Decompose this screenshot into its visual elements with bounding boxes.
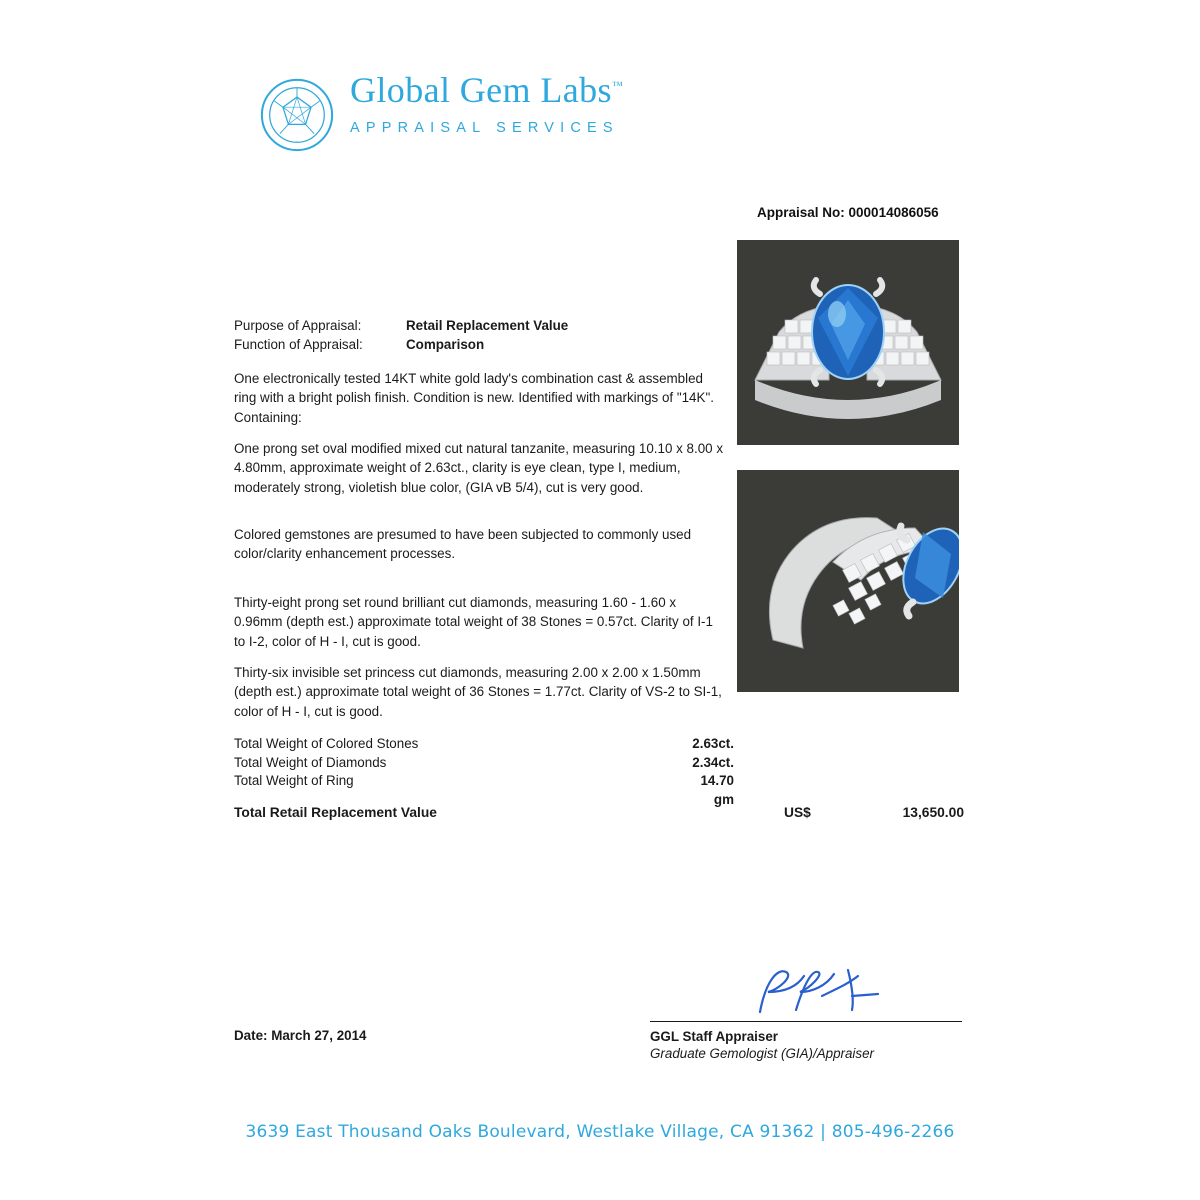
total-ring-weight-label: Total Weight of Ring bbox=[234, 773, 354, 788]
grand-total-currency: US$ bbox=[784, 805, 811, 820]
purpose-value: Retail Replacement Value bbox=[406, 318, 569, 333]
appraisal-number-value: 000014086056 bbox=[848, 205, 939, 220]
description-paragraph-1: One electronically tested 14KT white gold lady's combination cast & assembled ring with a bright polish finish. Condition is new. Identified with markings of "14K". Containing: bbox=[234, 371, 714, 425]
handwritten-signature bbox=[752, 962, 882, 1022]
description-paragraph-5: Thirty-six invisible set princess cut diamonds, measuring 2.00 x 2.00 x 1.50mm (depth est.) approximate total weight of 36 Stones = 1.77ct. Clarity of VS-2 to SI-1, color of H - I, cut is good. bbox=[234, 665, 722, 719]
appraiser-credentials: Graduate Gemologist (GIA)/Appraiser bbox=[650, 1046, 875, 1061]
function-row bbox=[234, 335, 726, 354]
round-brilliant-diamond-icon bbox=[258, 76, 336, 154]
table-row bbox=[234, 772, 734, 809]
trademark-symbol: ™ bbox=[611, 80, 624, 92]
total-diamonds-label: Total Weight of Diamonds bbox=[234, 754, 387, 770]
function-value: Comparison bbox=[406, 337, 485, 353]
total-diamonds-value: 2.34ct. bbox=[692, 754, 734, 770]
purpose-row bbox=[234, 316, 726, 335]
appraisal-number bbox=[757, 205, 939, 220]
function-label: Function of Appraisal: bbox=[234, 337, 363, 353]
totals-table bbox=[234, 735, 734, 809]
ring-photo-bottom bbox=[737, 470, 959, 692]
brand-title-text: Global Gem Labs bbox=[350, 70, 612, 110]
total-ring-weight-value: 14.70 gm bbox=[700, 773, 734, 807]
appraisal-meta bbox=[234, 316, 726, 355]
footer-address: 3639 East Thousand Oaks Boulevard, Westlake Village, CA 91362 | 805-496-2266 bbox=[245, 1122, 955, 1142]
table-row bbox=[234, 754, 734, 773]
ring-photo-top bbox=[737, 240, 959, 445]
table-row bbox=[234, 735, 734, 754]
brand-subtitle: APPRAISAL SERVICES bbox=[350, 119, 619, 136]
grand-total-row bbox=[234, 805, 964, 820]
description-paragraph-2: One prong set oval modified mixed cut natural tanzanite, measuring 10.10 x 8.00 x 4.80mm, approximate weight of 2.63ct., clarity is eye clean, type I, medium, moderately strong, violetish blue color, (GIA vB 5/4), cut is very good. bbox=[234, 441, 724, 495]
grand-total-label: Total Retail Replacement Value bbox=[234, 805, 437, 820]
appraisal-date: Date: March 27, 2014 bbox=[234, 1028, 367, 1043]
appraisal-number-label: Appraisal No: bbox=[757, 205, 845, 220]
brand-logo bbox=[258, 72, 623, 154]
brand-title bbox=[350, 72, 623, 110]
description-paragraph-3: Colored gemstones are presumed to have been subjected to commonly used color/clarity enhancement processes. bbox=[234, 527, 692, 562]
appraiser-title: GGL Staff Appraiser bbox=[650, 1029, 778, 1044]
signature-line bbox=[650, 1021, 962, 1022]
description-paragraph-4: Thirty-eight prong set round brilliant cut diamonds, measuring 1.60 - 1.60 x 0.96mm (depth est.) approximate total weight of 38 Stones = 0.57ct. Clarity of I-1 to I-2, color of H - I, cut is good. bbox=[234, 595, 713, 649]
total-colored-stones-label: Total Weight of Colored Stones bbox=[234, 736, 419, 751]
grand-total-amount: 13,650.00 bbox=[902, 805, 964, 820]
total-colored-stones-value: 2.63ct. bbox=[692, 736, 734, 751]
purpose-label: Purpose of Appraisal: bbox=[234, 318, 362, 333]
